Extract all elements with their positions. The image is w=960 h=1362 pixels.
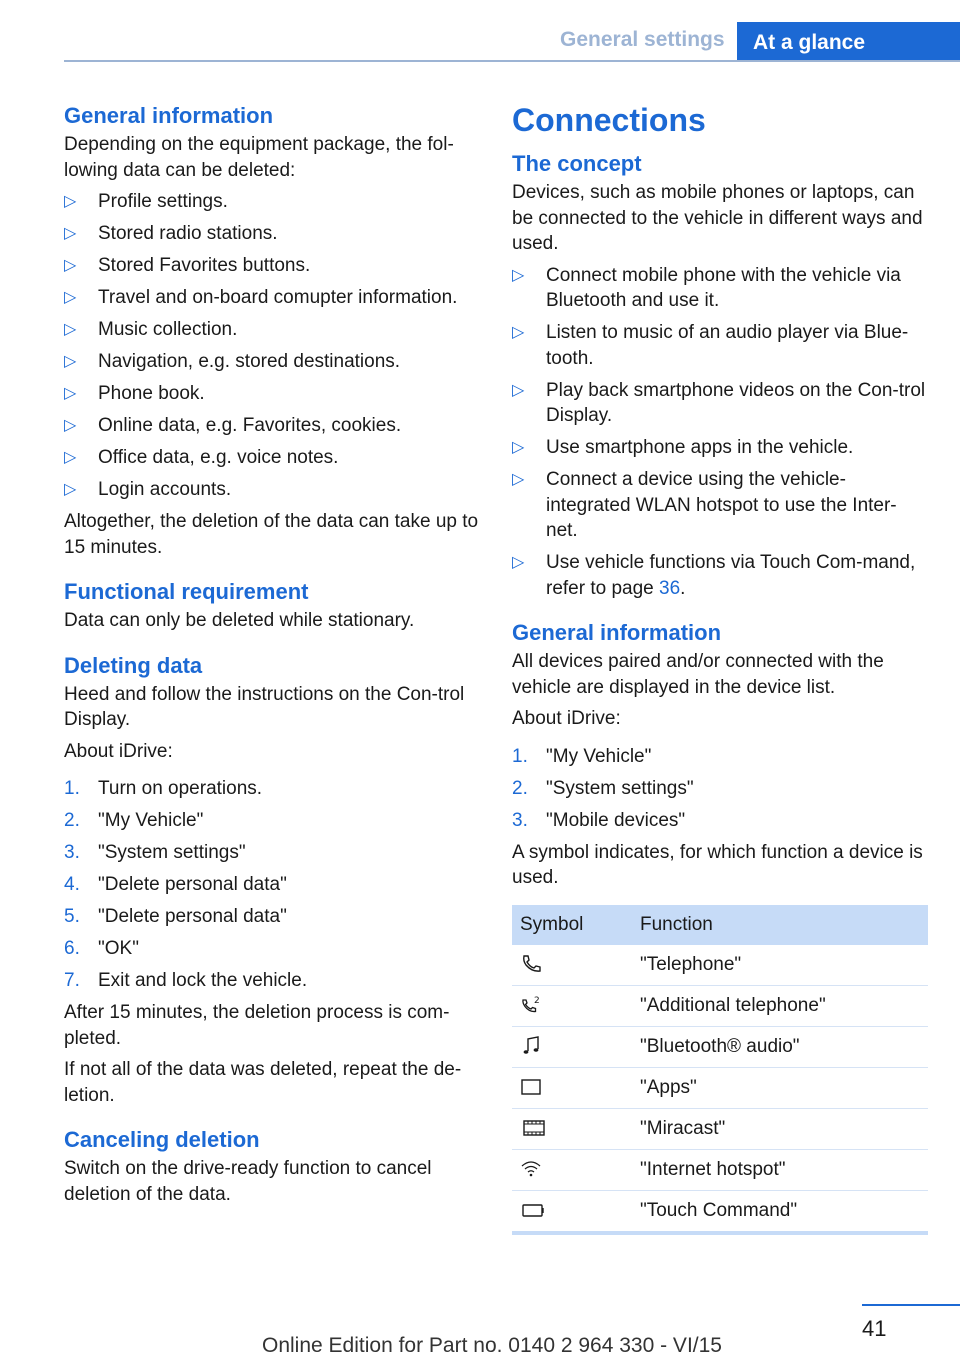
column-header-symbol: Symbol [512,905,632,945]
symbol-paragraph: A symbol indicates, for which function a device is used. [512,841,923,888]
list-item: ▷ Listen to music of an audio player via Blue‐tooth. [512,322,909,369]
heading-the-concept: The concept [512,151,642,176]
table-row [512,1149,928,1190]
function-cell: "Miracast" [632,1108,928,1149]
function-cell: "Touch Command" [632,1190,928,1233]
step-item: 2. "My Vehicle" [64,810,204,831]
wifi-icon [520,1158,542,1180]
svg-text:2: 2 [534,996,540,1007]
list-item: ▷ Stored radio stations. [64,221,482,247]
about-idrive-label: About iDrive: [64,740,173,762]
triangle-bullet-icon: ▷ [512,439,525,456]
functional-requirement-paragraph: Data can only be deleted while stationary. [64,610,415,631]
list-item: ▷ Connect mobile phone with the vehicle via Bluetooth and use it. [512,264,901,311]
header-rule [64,60,960,62]
triangle-bullet-icon: ▷ [64,353,77,370]
about-idrive-label-right: About iDrive: [512,708,621,729]
step-item: 1. Turn on operations. [64,778,263,799]
triangle-bullet-icon: ▷ [64,481,77,498]
music-note-icon [520,1035,542,1057]
deletion-time-paragraph: Altogether, the deletion of the data can take up to 15 minutes. [64,511,479,558]
heading-canceling-deletion: Canceling deletion [64,1127,260,1152]
repeat-deletion-paragraph: If not all of the data was deleted, repeat the de‐letion. [64,1059,462,1106]
triangle-bullet-icon: ▷ [64,417,77,434]
edition-footer: Online Edition for Part no. 0140 2 964 330 - VI/15 [262,1334,722,1357]
table-row [512,1026,928,1067]
additional-telephone-icon [520,994,542,1016]
triangle-bullet-icon: ▷ [512,471,525,488]
triangle-bullet-icon: ▷ [512,381,525,399]
connection-uses-list [512,263,928,602]
step-item: 1. "My Vehicle" [512,745,652,767]
list-item: ▷ Profile settings. [64,189,482,215]
list-item: ▷ Use smartphone apps in the vehicle. [512,435,928,461]
step-item: 6. "OK" [64,938,139,959]
step-item: 2. "System settings" [512,777,694,799]
step-item: 3. "Mobile devices" [512,809,686,831]
table-row [512,1108,928,1149]
symbol-function-table [512,905,928,1235]
concept-paragraph: Devices, such as mobile phones or laptops, can be connected to the vehicle in different ways and used. [512,182,923,254]
footer-rule [862,1304,960,1306]
table-row [512,1067,928,1108]
triangle-bullet-icon: ▷ [64,257,77,274]
triangle-bullet-icon: ▷ [64,321,77,338]
step-item: 5. "Delete personal data" [64,906,287,927]
step-item: 4. "Delete personal data" [64,874,287,895]
list-item: ▷ Navigation, e.g. stored destinations. [64,349,482,375]
table-row [512,985,928,1026]
triangle-bullet-icon: ▷ [512,324,525,341]
list-item: ▷ Online data, e.g. Favorites, cookies. [64,413,482,439]
device-list-paragraph: All devices paired and/or connected with the vehicle are displayed in the device list. [512,651,884,698]
heading-functional-requirement: Functional requirement [64,579,309,604]
section-tab: General settings [560,28,725,51]
heading-connections: Connections [512,102,706,138]
function-cell: "Bluetooth® audio" [632,1026,928,1067]
apps-icon [520,1076,542,1098]
chapter-tab: At a glance [737,22,960,62]
canceling-deletion-paragraph: Switch on the drive-ready function to cancel deletion of the data. [64,1158,432,1205]
page-reference-link[interactable]: 36 [659,577,681,599]
table-row [512,945,928,986]
triangle-bullet-icon: ▷ [512,266,525,284]
triangle-bullet-icon: ▷ [64,385,77,402]
table-header-row [512,905,928,945]
film-icon [520,1117,548,1139]
triangle-bullet-icon: ▷ [64,193,77,210]
function-cell: "Internet hotspot" [632,1149,928,1190]
list-item: ▷ Travel and on-board comupter information. [64,285,482,311]
touch-command-icon [520,1199,546,1221]
deletable-data-list [64,189,482,503]
triangle-bullet-icon: ▷ [64,449,77,466]
table-row [512,1190,928,1233]
telephone-icon [520,953,542,975]
intro-paragraph: Depending on the equipment package, the fol‐lowing data can be deleted: [64,134,454,181]
left-column [64,100,482,1213]
page-number: 41 [862,1316,887,1341]
triangle-bullet-icon: ▷ [512,554,525,571]
function-cell: "Telephone" [632,945,928,986]
list-item: ▷ Connect a device using the vehicle-integrated WLAN hotspot to use the Inter‐net. [512,469,897,541]
heading-general-information-right: General information [512,620,722,645]
right-column [512,100,928,1235]
triangle-bullet-icon: ▷ [64,225,77,242]
heading-deleting-data: Deleting data [64,652,203,678]
list-item: ▷ Use vehicle functions via Touch Com‐mand, refer to page 36. [512,552,916,599]
list-item: ▷ Stored Favorites buttons. [64,253,482,279]
step-item: 3. "System settings" [64,842,246,863]
list-item: ▷ Phone book. [64,381,482,407]
list-item: ▷ Play back smartphone videos on the Con‐trol Display. [512,379,926,426]
step-item: 7. Exit and lock the vehicle. [64,970,308,991]
column-header-function: Function [632,905,928,945]
heading-general-information: General information [64,103,274,128]
list-item: ▷ Login accounts. [64,477,482,503]
function-cell: "Additional telephone" [632,985,928,1026]
deletion-steps-list [64,776,482,994]
page-header [0,0,960,64]
deleting-data-paragraph: Heed and follow the instructions on the Con‐trol Display. [64,683,465,730]
function-cell: "Apps" [632,1067,928,1108]
list-item: ▷ Music collection. [64,317,482,343]
triangle-bullet-icon: ▷ [64,289,77,306]
after-deletion-paragraph: After 15 minutes, the deletion process is com‐pleted. [64,1002,450,1049]
mobile-devices-steps-list [512,744,928,834]
list-item: ▷ Office data, e.g. voice notes. [64,445,482,471]
